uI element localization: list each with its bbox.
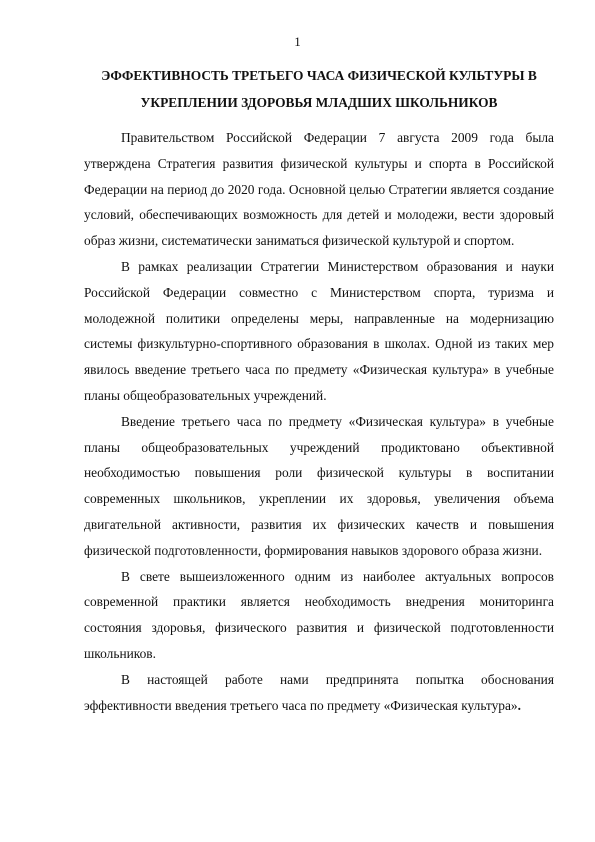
page-number: 1 (294, 34, 301, 49)
document-body (84, 125, 554, 718)
paragraph-5-end-mark: . (517, 697, 521, 713)
paragraph-4: В свете вышеизложенного одним из наиболее актуальных вопросов современной практики является необходимость внедрения мониторинга состояния здоровья, физического развития и физической подготовленности школьников. (84, 568, 554, 661)
paragraph-2: В рамках реализации Стратегии Министерством образования и науки Российской Федерации совместно с Министерством спорта, туризма и молодежной политики определены меры, направленные на модернизацию системы физкультурно-спортивного образования в школах. Одной из таких мер явилось введение третьего часа по предмету «Физическая культура» в учебные планы общеобразовательных учреждений. (84, 258, 554, 403)
paragraph-5 (84, 667, 554, 719)
paragraph-3: Введение третьего часа по предмету «Физическая культура» в учебные планы общеобразовательных учреждений продиктовано объективной необходимостью повышения роли физической культуры в воспитании современных школьников, укреплении их здоровья, увеличения объема двигательной активности, развития их физических качеств и повышения физической подготовленности, формирования навыков здорового образа жизни. (84, 413, 554, 558)
paragraph-5-text: В настоящей работе нами предпринята попытка обоснования эффективности введения третьего часа по предмету «Физическая культура» (84, 671, 554, 713)
document-title: ЭФФЕКТИВНОСТЬ ТРЕТЬЕГО ЧАСА ФИЗИЧЕСКОЙ КУЛЬТУРЫ В УКРЕПЛЕНИИ ЗДОРОВЬЯ МЛАДШИХ ШКОЛЬНИКОВ (101, 68, 537, 110)
paragraph-1: Правительством Российской Федерации 7 августа 2009 года была утверждена Стратегия развития физической культуры и спорта в Российской Федерации на период до 2020 года. Основной целью Стратегии является создание условий, обеспечивающих возможность для детей и молодежи, вести здоровый образ жизни, систематически заниматься физической культурой и спортом. (84, 130, 554, 249)
